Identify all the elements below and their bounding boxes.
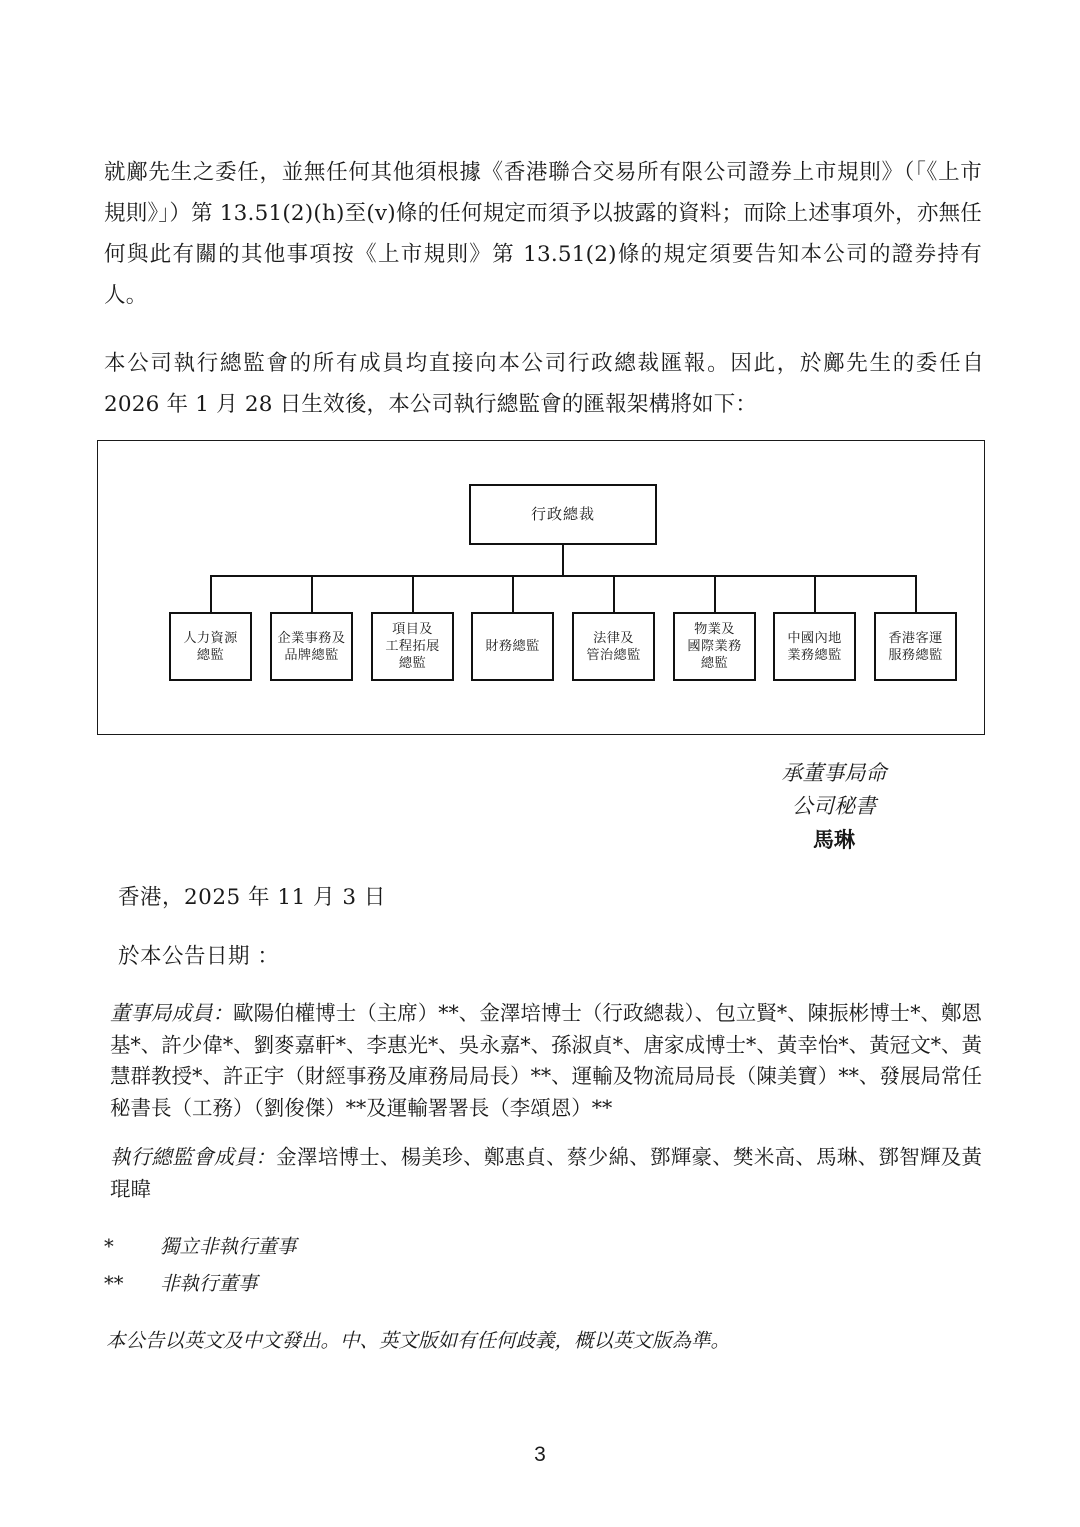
footnote-mark-double-asterisk: ** — [104, 1272, 124, 1295]
org-connector-drop-2 — [311, 575, 313, 613]
footnote-text-independent-ned: 獨立非執行董事 — [160, 1235, 297, 1258]
exec-members-roster — [110, 1142, 982, 1205]
org-node-mainland-china-business-line-2: 業務總監 — [787, 647, 842, 663]
org-node-hr-line-1: 人力資源 — [183, 630, 238, 646]
org-connector-ceo-stem — [562, 545, 564, 576]
org-chart — [97, 440, 985, 735]
org-node-hk-transport-services-line-1: 香港客運 — [888, 630, 943, 646]
org-node-hr-line-2: 總監 — [196, 647, 225, 663]
org-node-projects-engineering-line-3: 總監 — [398, 656, 427, 671]
page-number: 3 — [534, 1443, 546, 1466]
org-connector-drop-4 — [512, 575, 514, 613]
org-node-property-international-line-2: 國際業務 — [687, 639, 742, 654]
org-connector-drop-1 — [210, 575, 212, 613]
org-node-projects-engineering-line-2: 工程拓展 — [385, 639, 440, 654]
org-node-hk-transport-services-line-2: 服務總監 — [888, 647, 943, 663]
org-node-projects-engineering-line-1: 項目及 — [392, 622, 433, 637]
exec-members-label: 執行總監會成員： — [110, 1145, 277, 1169]
org-node-hk-transport-services — [874, 612, 957, 681]
paragraph-listing-rules: 就鄺先生之委任，並無任何其他須根據《香港聯合交易所有限公司證券上市規則》（「《上市規則》」）第 13.51(2)(h)至(v)條的任何規定而須予以披露的資料；而除上述事項外，亦無任何與此有關的其他事項按《上市規則》第 13.51(2)條的規定須要告知本公司的證券持有人。 — [104, 160, 982, 308]
footnote-text-ned: 非執行董事 — [160, 1272, 258, 1295]
org-node-legal-governance-line-2: 管治總監 — [586, 647, 641, 663]
org-connector-drop-3 — [412, 575, 414, 613]
place-and-date: 香港，2025 年 11 月 3 日 — [118, 885, 386, 910]
signature-by-order: 承董事局命 — [781, 761, 887, 785]
org-node-projects-engineering — [371, 612, 454, 681]
org-node-property-international — [673, 612, 756, 681]
footnote-ned — [104, 1269, 258, 1299]
org-node-ceo: 行政總裁 — [469, 484, 657, 545]
org-node-corporate-affairs-brand-line-2: 品牌總監 — [284, 647, 339, 663]
org-node-corporate-affairs-brand-line-1: 企業事務及 — [277, 630, 346, 646]
org-node-finance — [471, 612, 554, 681]
org-node-corporate-affairs-brand — [270, 612, 353, 681]
org-node-property-international-line-3: 總監 — [700, 656, 729, 671]
footnote-mark-single-asterisk: * — [104, 1235, 114, 1258]
org-connector-bus — [210, 575, 915, 577]
org-connector-drop-5 — [613, 575, 615, 613]
signature-name: 馬琳 — [813, 827, 855, 852]
org-node-mainland-china-business — [773, 612, 856, 681]
org-node-legal-governance-line-1: 法律及 — [593, 630, 634, 646]
org-connector-drop-7 — [814, 575, 816, 613]
board-members-roster — [110, 998, 982, 1124]
org-node-mainland-china-business-line-1: 中國內地 — [787, 630, 842, 646]
org-node-hr — [169, 612, 252, 681]
org-node-finance-line-1: 財務總監 — [485, 639, 540, 654]
org-node-legal-governance — [572, 612, 655, 681]
board-members-label: 董事局成員： — [110, 1001, 234, 1025]
board-members-list: 歐陽伯權博士（主席）**、金澤培博士（行政總裁）、包立賢*、陳振彬博士*、鄭恩基*、許少偉*、劉麥嘉軒*、李惠光*、吳永嘉*、孫淑貞*、唐家成博士*、黃幸怡*、黃冠文*、黃慧群教授*、許正宇（財經事務及庫務局局長）**、運輸及物流局局長（陳美寶）**、發展局常任秘書長（工務）（劉俊傑）**及運輸署署長（李頌恩）** — [110, 1001, 983, 1120]
as-of-date-label: 於本公告日期 ： — [118, 944, 280, 969]
footnote-independent-ned — [104, 1232, 297, 1262]
exec-members-list: 金澤培博士、楊美珍、鄭惠貞、蔡少綿、鄧輝豪、樊米高、馬琳、鄧智輝及黃琨暐 — [110, 1145, 983, 1201]
org-connector-drop-8 — [915, 575, 917, 613]
org-chart-canvas — [98, 441, 984, 734]
language-precedence-note: 本公告以英文及中文發出。中、英文版如有任何歧義，概以英文版為準。 — [106, 1329, 731, 1352]
org-node-property-international-line-1: 物業及 — [694, 622, 735, 637]
paragraph-reporting-structure: 本公司執行總監會的所有成員均直接向本公司行政總裁匯報。因此，於鄺先生的委任自 2026 年 1 月 28 日生效後，本公司執行總監會的匯報架構將如下： — [104, 351, 984, 417]
signature-title: 公司秘書 — [792, 794, 876, 818]
org-connector-drop-6 — [714, 575, 716, 613]
